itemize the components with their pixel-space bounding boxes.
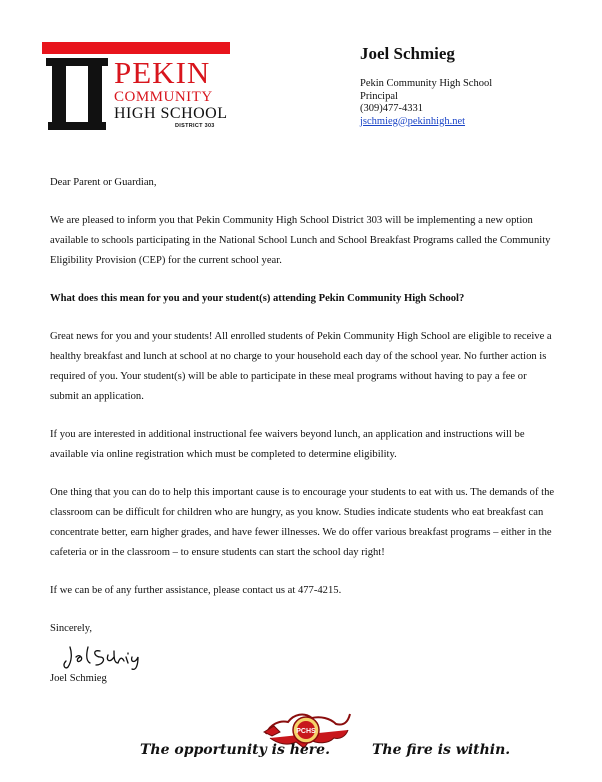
paragraph-1: We are pleased to inform you that Pekin Community High School District 303 will be implementing a new option available to schools participating in the National School Lunch and School Breakfast Programs called the Community Eligibility Provision (CEP) for the current school year. xyxy=(50,215,551,266)
logo-red-bar xyxy=(42,42,230,54)
contact-phone: (309)477-4331 xyxy=(360,103,423,114)
question-heading: What does this mean for you and your student(s) attending Pekin Community High School? xyxy=(50,293,465,304)
paragraph-2: Great news for you and your students! All enrolled students of Pekin Community High School are eligible to receive a healthy breakfast and lunch at school at no charge to your household each day of the school year. No further action is required of you. Your student(s) will be able to participate in these meal programs without having to pay a fee or submit an application. xyxy=(50,331,552,402)
contact-email-link[interactable]: jschmieg@pekinhigh.net xyxy=(360,115,466,127)
signer-name: Joel Schmieg xyxy=(50,673,107,684)
emblem-text: PCHS xyxy=(296,728,316,735)
tagline-left: The opportunity is here. xyxy=(140,742,330,758)
contact-title: Principal xyxy=(360,90,398,102)
letter-body xyxy=(50,173,556,639)
school-logo xyxy=(42,42,232,134)
signature-image xyxy=(62,643,152,671)
contact-school: Pekin Community High School xyxy=(360,78,493,89)
contact-name: Joel Schmieg xyxy=(360,44,455,63)
closing: Sincerely, xyxy=(50,623,92,634)
tagline-right: The fire is within. xyxy=(372,742,511,758)
paragraph-4: One thing that you can do to help this important cause is to encourage your students to eat with us. The demands of the classroom can be difficult for children who are hungry, as you know. Studies indicate students who eat breakfast can concentrate better, earn higher grades, and have fewer illnesses. We do offer various breakfast programs – either in the cafeteria or in the classroom – to ensure students can start the school day right! xyxy=(50,487,555,558)
paragraph-5: If we can be of any further assistance, please contact us at 477-4215. xyxy=(50,585,342,596)
logo-district: DISTRICT 303 xyxy=(175,123,215,129)
logo-word-community: COMMUNITY xyxy=(114,89,213,105)
logo-word-pekin: PEKIN xyxy=(114,55,211,90)
logo-word-high-school: HIGH SCHOOL xyxy=(114,105,228,122)
contact-block xyxy=(360,44,492,128)
salutation: Dear Parent or Guardian, xyxy=(50,177,157,188)
pillar-icon xyxy=(46,58,108,130)
paragraph-3: If you are interested in additional instructional fee waivers beyond lunch, an application and instructions will be available via online registration which must be completed to determine eligibility. xyxy=(50,429,525,460)
